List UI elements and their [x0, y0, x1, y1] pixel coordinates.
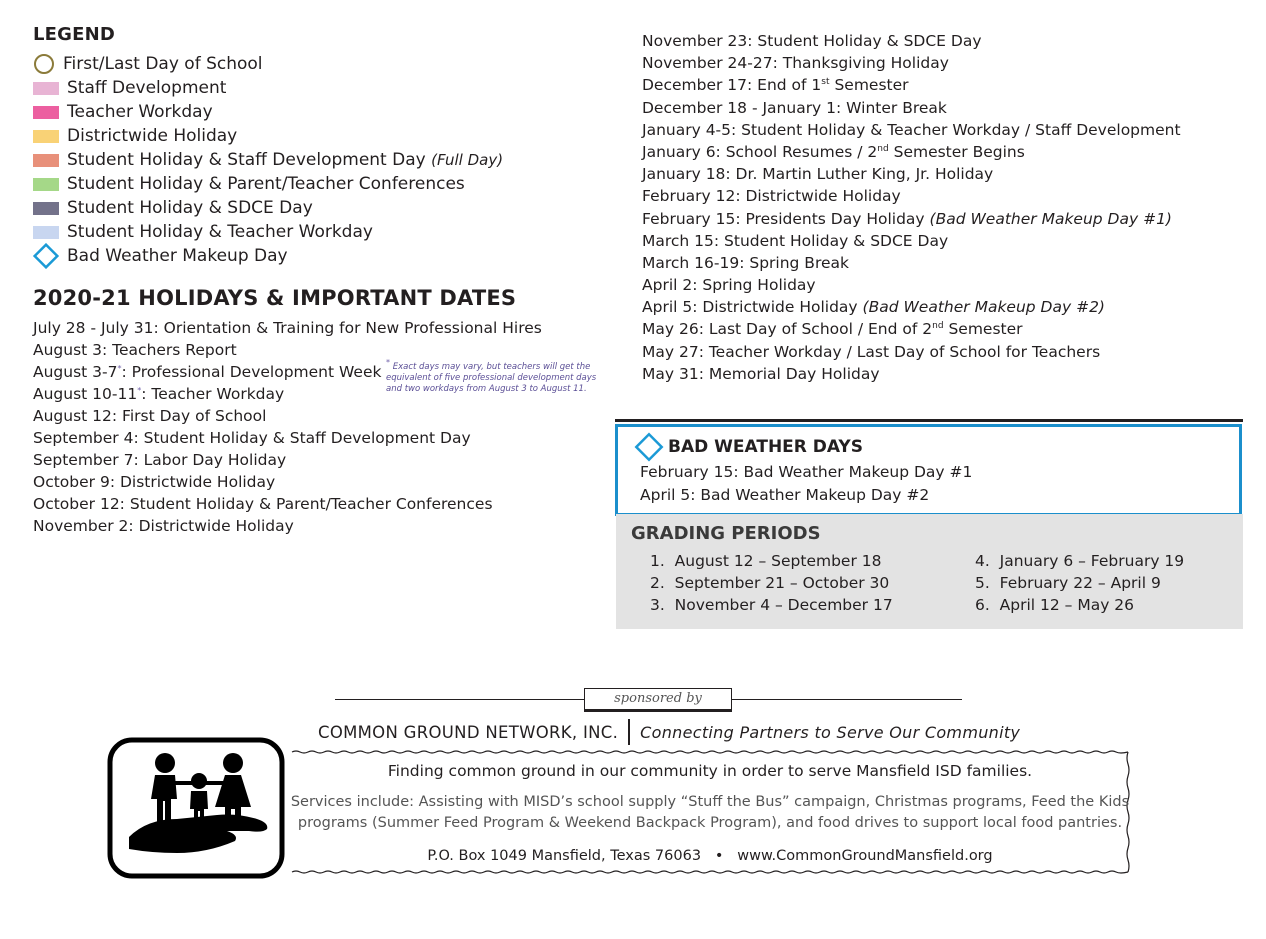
date-text: Semester Begins	[888, 142, 1025, 161]
separator: •	[714, 848, 724, 864]
grading-period	[650, 552, 881, 570]
date-note: (Bad Weather Makeup Day #2)	[862, 298, 1105, 317]
legend-note: (Full Day)	[431, 151, 504, 169]
grading-period	[975, 552, 1184, 570]
legend-item	[33, 220, 503, 244]
date-desc: : Professional Development Week	[121, 363, 382, 381]
diamond-icon	[634, 432, 664, 466]
divider	[335, 699, 585, 700]
color-swatch	[33, 130, 59, 143]
circle-icon	[34, 54, 54, 74]
period-range: April 12 – May 26	[999, 596, 1135, 614]
legend-label: Teacher Workday	[67, 102, 213, 122]
period-range: January 6 – February 19	[999, 552, 1185, 570]
date-entry	[642, 141, 1181, 163]
divider	[615, 419, 1243, 422]
legend-label: Student Holiday & SDCE Day	[67, 198, 313, 218]
date-desc: : Teacher Workday	[141, 385, 285, 403]
contact-line	[290, 848, 1130, 864]
color-swatch	[33, 202, 59, 215]
period-number: 1.	[650, 552, 665, 570]
bad-weather-day: April 5: Bad Weather Makeup Day #2	[640, 486, 930, 504]
date-entry: October 12: Student Holiday & Parent/Teacher Conferences	[33, 495, 493, 513]
legend-label: First/Last Day of School	[63, 54, 263, 74]
date-text: December 17: End of 1	[642, 76, 822, 95]
grading-period	[650, 596, 893, 614]
mission-statement: Finding common ground in our community in order to serve Mansfield ISD families.	[387, 762, 1033, 780]
grading-title: GRADING PERIODS	[631, 523, 821, 544]
sponsor-header	[318, 719, 1020, 745]
date-entry: July 28 - July 31: Orientation & Training for New Professional Hires	[33, 319, 542, 337]
footnote	[386, 358, 601, 395]
date-entry: September 7: Labor Day Holiday	[33, 451, 287, 469]
address: P.O. Box 1049 Mansfield, Texas 76063	[427, 848, 702, 864]
legend-item	[33, 196, 503, 220]
date-entry: February 12: Districtwide Holiday	[642, 187, 901, 206]
date-entry: September 4: Student Holiday & Staff Development Day	[33, 429, 471, 447]
period-number: 6.	[975, 596, 990, 614]
dates-list-right	[642, 30, 1181, 385]
asterisk: *	[137, 385, 142, 395]
date-entry: October 9: Districtwide Holiday	[33, 473, 276, 491]
asterisk: *	[117, 363, 122, 373]
legend-list	[33, 52, 503, 268]
legend-label: Student Holiday & Parent/Teacher Conferences	[67, 174, 465, 194]
legend-label: Student Holiday & Staff Development Day	[67, 150, 426, 170]
period-range: February 22 – April 9	[999, 574, 1161, 592]
period-range: November 4 – December 17	[674, 596, 893, 614]
date-entry: May 27: Teacher Workday / Last Day of School for Teachers	[642, 342, 1101, 361]
legend-item	[33, 124, 503, 148]
period-number: 3.	[650, 596, 665, 614]
diamond-icon	[33, 243, 59, 269]
grading-period	[975, 574, 1161, 592]
date-note: (Bad Weather Makeup Day #1)	[929, 209, 1172, 228]
date-entry: January 4-5: Student Holiday & Teacher Workday / Staff Development	[642, 120, 1181, 139]
period-number: 2.	[650, 574, 665, 592]
period-number: 5.	[975, 574, 990, 592]
website-link[interactable]: www.CommonGroundMansfield.org	[737, 848, 993, 864]
grading-period	[650, 574, 889, 592]
legend-title: LEGEND	[33, 24, 116, 45]
asterisk: *	[386, 358, 390, 368]
dates-title: 2020-21 HOLIDAYS & IMPORTANT DATES	[33, 286, 517, 310]
date-entry	[642, 318, 1181, 340]
ordinal-suffix: st	[821, 77, 830, 88]
date-entry: November 2: Districtwide Holiday	[33, 517, 294, 535]
legend-label: Bad Weather Makeup Day	[67, 246, 288, 266]
legend-label: Districtwide Holiday	[67, 126, 238, 146]
date-range: August 3-7	[33, 363, 118, 381]
legend-item	[33, 172, 503, 196]
date-text: Semester	[829, 76, 909, 95]
date-entry	[642, 208, 1181, 230]
legend-item	[33, 244, 503, 268]
grading-period	[975, 596, 1134, 614]
date-entry: May 31: Memorial Day Holiday	[642, 364, 880, 383]
legend-label: Staff Development	[67, 78, 227, 98]
ordinal-suffix: nd	[877, 143, 889, 154]
color-swatch	[33, 226, 59, 239]
services-line: programs (Summer Feed Program & Weekend Backpack Program), and food drives to support local food pantries.	[297, 815, 1123, 831]
services-line: Services include: Assisting with MISD’s school supply “Stuff the Bus” campaign, Christmas programs, Feed the Kids	[290, 794, 1130, 810]
date-entry: November 24-27: Thanksgiving Holiday	[642, 54, 949, 73]
period-range: August 12 – September 18	[674, 552, 882, 570]
footnote-text: Exact days may vary, but teachers will get the equivalent of five professional development days and two workdays from August 3 to August 11.	[386, 362, 597, 394]
period-range: September 21 – October 30	[674, 574, 890, 592]
date-entry: March 16-19: Spring Break	[642, 253, 849, 272]
date-entry: April 2: Spring Holiday	[642, 276, 816, 295]
legend-item	[33, 100, 503, 124]
color-swatch	[33, 178, 59, 191]
legend-label: Student Holiday & Teacher Workday	[67, 222, 373, 242]
legend-item	[33, 148, 503, 172]
ordinal-suffix: nd	[932, 321, 944, 332]
dates-list-left	[33, 317, 542, 537]
period-number: 4.	[975, 552, 990, 570]
date-text: Semester	[943, 320, 1023, 339]
services-text	[290, 792, 1130, 834]
date-entry: December 18 - January 1: Winter Break	[642, 98, 947, 117]
common-ground-logo	[107, 737, 285, 879]
divider	[732, 699, 962, 700]
date-entry: November 23: Student Holiday & SDCE Day	[642, 32, 982, 50]
date-entry: August 12: First Day of School	[33, 407, 267, 425]
sponsored-by-label: sponsored by	[584, 688, 732, 712]
date-entry	[642, 74, 1181, 96]
bad-weather-title: BAD WEATHER DAYS	[668, 437, 863, 457]
color-swatch	[33, 154, 59, 167]
date-text: February 15: Presidents Day Holiday	[642, 209, 925, 228]
color-swatch	[33, 82, 59, 95]
legend-item	[33, 76, 503, 100]
org-name: COMMON GROUND NETWORK, INC.	[318, 722, 619, 742]
date-text: May 26: Last Day of School / End of 2	[642, 320, 933, 339]
date-entry: March 15: Student Holiday & SDCE Day	[642, 231, 949, 250]
legend-item	[33, 52, 503, 76]
date-entry: January 18: Dr. Martin Luther King, Jr. Holiday	[642, 165, 994, 184]
date-entry	[642, 296, 1181, 318]
date-text: January 6: School Resumes / 2	[642, 142, 878, 161]
org-tagline: Connecting Partners to Serve Our Community	[640, 722, 1021, 742]
bad-weather-day: February 15: Bad Weather Makeup Day #1	[640, 463, 973, 481]
color-swatch	[33, 106, 59, 119]
divider	[628, 719, 630, 745]
date-range: August 10-11	[33, 385, 138, 403]
date-text: April 5: Districtwide Holiday	[642, 298, 858, 317]
date-entry: August 3: Teachers Report	[33, 341, 237, 359]
